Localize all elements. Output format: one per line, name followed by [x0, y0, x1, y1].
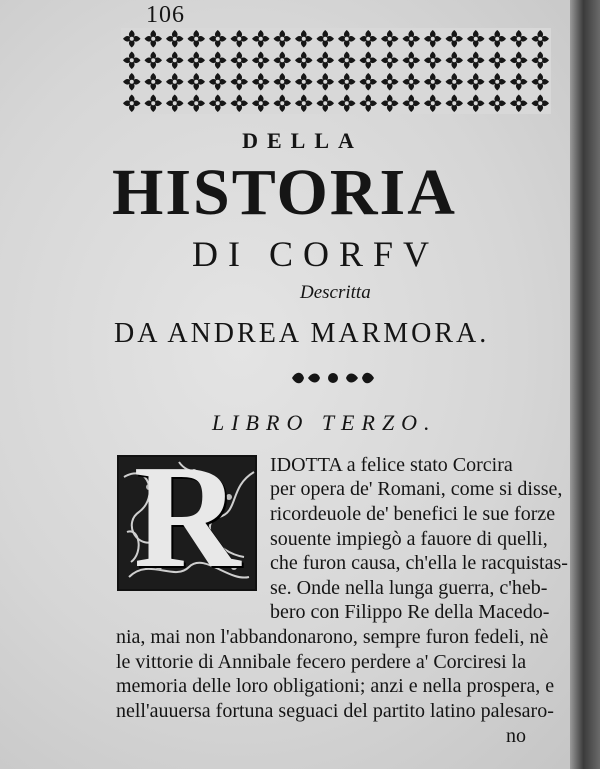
- body-line-1: IDOTTA a felice stato Corcira: [270, 454, 513, 476]
- body-line-5: che furon causa, ch'ella le racquistas-: [270, 552, 568, 574]
- title-line-della: DELLA: [242, 128, 363, 153]
- decorated-initial: [117, 455, 257, 591]
- section-heading: LIBRO TERZO.: [212, 410, 437, 435]
- fleuron-ornament: [288, 368, 378, 388]
- body-line-9: le vittorie di Annibale fecero perdere a' Corciresi la: [116, 651, 527, 673]
- title-line-author: DA ANDREA MARMORA.: [114, 318, 490, 349]
- body-line-7: bero con Filippo Re della Macedo-: [270, 601, 550, 623]
- body-line-6: se. Onde nella lunga guerra, c'heb-: [270, 577, 548, 599]
- title-line-historia: HISTORIA: [112, 156, 457, 229]
- initial-letter: R: [133, 455, 241, 591]
- book-gutter: [570, 0, 600, 769]
- title-line-corfu: DI CORFV: [192, 234, 440, 274]
- catchword: no: [506, 725, 526, 747]
- body-line-4: souente impiegò a fauore di quelli,: [270, 528, 548, 550]
- body-line-3: ricordeuole de' benefici le sue forze: [270, 503, 556, 525]
- page-number: 106: [146, 2, 185, 28]
- body-line-8: nia, mai non l'abbandonarono, sempre furon fedeli, nè: [116, 626, 549, 648]
- body-line-2: per opera de' Romani, come si disse,: [270, 478, 563, 500]
- title-line-descritta: Descritta: [300, 282, 371, 303]
- body-line-10: memoria delle loro obligationi; anzi e nella prospera, e: [116, 675, 555, 697]
- ornamental-headpiece: [121, 28, 551, 114]
- body-line-11: nell'auuersa fortuna seguaci del partito latino palesaro-: [116, 700, 554, 722]
